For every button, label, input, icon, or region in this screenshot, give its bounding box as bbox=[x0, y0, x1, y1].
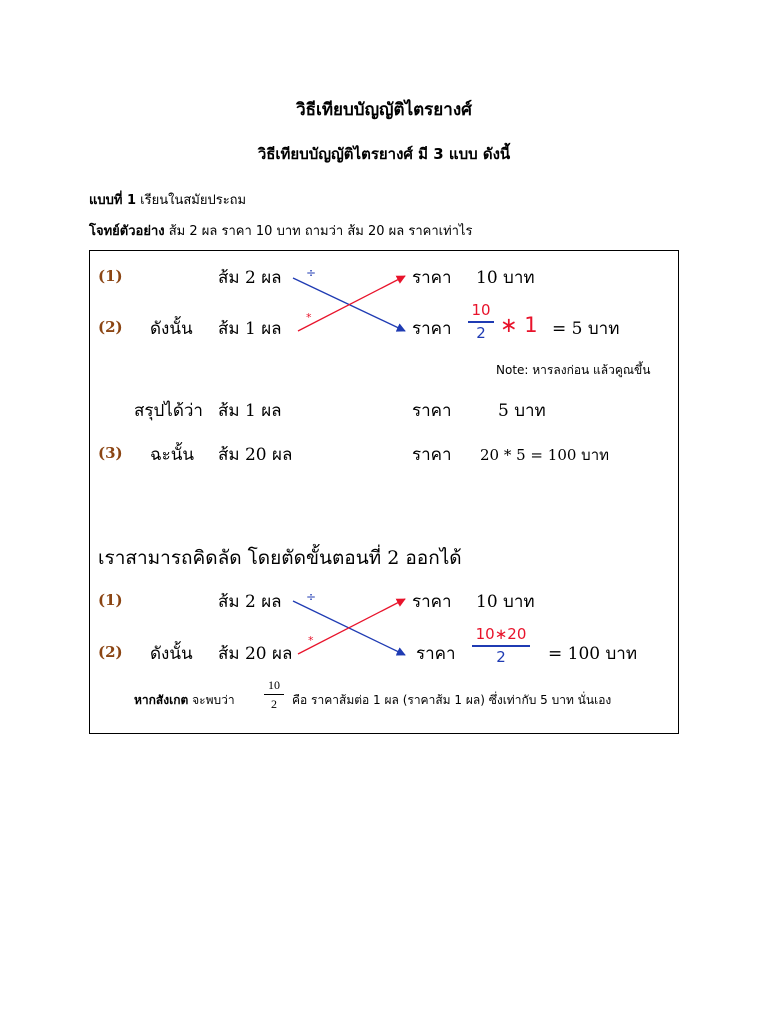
multiply-arrow bbox=[298, 599, 405, 654]
example-line bbox=[89, 220, 472, 241]
fraction bbox=[468, 303, 494, 341]
price-label: ราคา bbox=[416, 644, 456, 664]
observe-text: คือ ราคาส้มต่อ 1 ผล (ราคาส้ม 1 ผล) ซึ่งเท่ากับ 5 บาท นั่นเอง bbox=[292, 693, 612, 707]
multiplier: ∗ 1 bbox=[500, 313, 538, 337]
observe-text: จะพบว่า bbox=[192, 693, 235, 707]
page-title: วิธีเทียบบัญญัติไตรยางศ์ bbox=[296, 100, 472, 120]
price-value: 10 บาท bbox=[476, 268, 535, 288]
lead-text: ดังนั้น bbox=[150, 644, 193, 664]
calculation-text: 20 * 5 = 100 บาท bbox=[480, 446, 610, 464]
fraction-numerator: 10 bbox=[471, 301, 491, 319]
quantity-text: ส้ม 1 ผล bbox=[218, 319, 282, 339]
type-line bbox=[89, 189, 246, 210]
type-text: เรียนในสมัยประถม bbox=[140, 193, 247, 208]
price-value: 5 บาท bbox=[498, 401, 546, 421]
type-label: แบบที่ 1 bbox=[89, 193, 137, 208]
fraction-numerator: 10 bbox=[268, 678, 280, 692]
fraction bbox=[264, 679, 284, 710]
example-text: ส้ม 2 ผล ราคา 10 บาท ถามว่า ส้ม 20 ผล ราคาเท่าไร bbox=[168, 224, 473, 239]
lead-text: ฉะนั้น bbox=[150, 445, 194, 465]
price-value: 10 บาท bbox=[476, 592, 535, 612]
fraction-numerator: 10∗20 bbox=[475, 625, 527, 643]
lead-text: ดังนั้น bbox=[150, 319, 193, 339]
quantity-text: ส้ม 20 ผล bbox=[218, 445, 293, 465]
divide-sign: ÷ bbox=[306, 266, 317, 280]
multiply-sign: * bbox=[306, 311, 312, 324]
step-number: (1) bbox=[98, 591, 123, 609]
price-label: ราคา bbox=[412, 592, 452, 612]
price-label: ราคา bbox=[412, 268, 452, 288]
note-text: Note: หารลงก่อน แล้วคูณขึ้น bbox=[496, 363, 651, 377]
result-text: = 5 บาท bbox=[552, 319, 620, 339]
page-subtitle: วิธีเทียบบัญญัติไตรยางศ์ มี 3 แบบ ดังนี้ bbox=[257, 145, 511, 163]
observe-label: หากสังเกต bbox=[134, 693, 189, 707]
price-label: ราคา bbox=[412, 319, 452, 339]
fraction-denominator: 2 bbox=[476, 324, 486, 342]
divide-sign: ÷ bbox=[306, 590, 317, 604]
shortcut-heading: เราสามารถคิดลัด โดยตัดขั้นตอนที่ 2 ออกได้ bbox=[98, 547, 462, 569]
multiply-sign: * bbox=[308, 634, 314, 647]
fraction-bar bbox=[468, 321, 494, 323]
fraction-bar bbox=[472, 645, 530, 647]
fraction-denominator: 2 bbox=[496, 648, 506, 666]
fraction bbox=[472, 627, 530, 665]
step-number: (2) bbox=[98, 643, 123, 661]
price-label: ราคา bbox=[412, 445, 452, 465]
price-label: ราคา bbox=[412, 401, 452, 421]
result-text: = 100 บาท bbox=[548, 644, 638, 664]
quantity-text: ส้ม 2 ผล bbox=[218, 268, 282, 288]
observe-line bbox=[134, 691, 235, 710]
quantity-text: ส้ม 20 ผล bbox=[218, 644, 293, 664]
example-label: โจทย์ตัวอย่าง bbox=[89, 224, 165, 239]
lead-text: สรุปได้ว่า bbox=[134, 401, 203, 421]
step-number: (1) bbox=[98, 267, 123, 285]
step-number: (3) bbox=[98, 444, 123, 462]
step-number: (2) bbox=[98, 318, 123, 336]
worked-example-box bbox=[89, 250, 679, 734]
fraction-denominator: 2 bbox=[271, 697, 277, 711]
quantity-text: ส้ม 2 ผล bbox=[218, 592, 282, 612]
quantity-text: ส้ม 1 ผล bbox=[218, 401, 282, 421]
fraction-bar bbox=[264, 694, 284, 695]
